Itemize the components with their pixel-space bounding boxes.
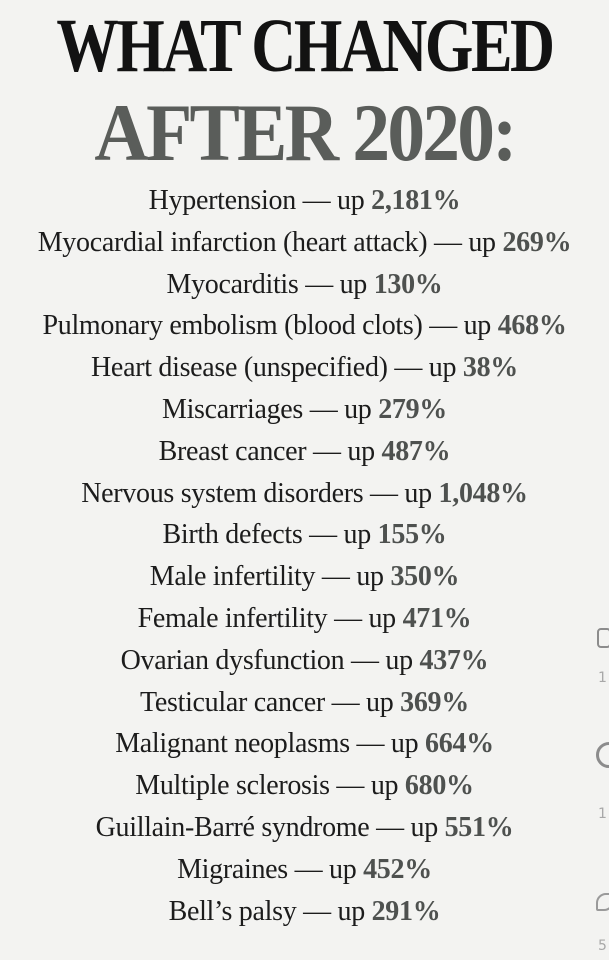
list-item xyxy=(0,556,609,598)
share-icon[interactable] xyxy=(596,893,609,911)
percent-value: 279% xyxy=(378,393,448,425)
headline-line-1: WHAT CHANGED xyxy=(56,4,553,88)
list-item xyxy=(0,514,609,556)
list-item xyxy=(0,222,609,264)
list-item xyxy=(0,389,609,431)
percent-value: 1,048% xyxy=(438,477,528,509)
condition-label: Hypertension — up xyxy=(148,185,372,216)
condition-label: Miscarriages — up xyxy=(161,393,379,425)
condition-label: Bell’s palsy — up xyxy=(168,895,372,927)
edge-count: 1 xyxy=(598,670,607,686)
list-item xyxy=(0,347,609,389)
condition-label: Birth defects — up xyxy=(162,519,378,551)
list-item xyxy=(0,264,609,306)
percent-value: 487% xyxy=(381,435,451,467)
headline-line-2: AFTER 2020: xyxy=(94,87,515,178)
list-item xyxy=(0,723,609,765)
condition-label: Guillain-Barré syndrome — up xyxy=(95,811,445,843)
condition-label: Male infertility — up xyxy=(149,561,391,593)
percent-value: 38% xyxy=(462,352,518,384)
list-item xyxy=(0,431,609,473)
condition-label: Malignant neoplasms — up xyxy=(115,728,425,760)
list-item xyxy=(0,473,609,515)
condition-label: Female infertility — up xyxy=(137,602,403,634)
percent-value: 291% xyxy=(371,895,441,927)
condition-label: Myocardial infarction (heart attack) — up xyxy=(37,226,503,258)
list-item xyxy=(0,807,609,849)
percent-value: 130% xyxy=(373,268,443,300)
percent-value: 551% xyxy=(444,811,514,843)
condition-list xyxy=(0,180,609,932)
percent-value: 369% xyxy=(400,686,469,718)
percent-value: 664% xyxy=(425,728,494,760)
condition-label: Nervous system disorders — up xyxy=(81,477,439,509)
percent-value: 452% xyxy=(363,853,432,885)
list-item xyxy=(0,640,609,682)
condition-label: Breast cancer — up xyxy=(158,435,382,467)
percent-value: 269% xyxy=(502,226,572,258)
condition-label: Myocarditis — up xyxy=(166,268,374,300)
percent-value: 155% xyxy=(377,519,447,551)
list-item xyxy=(0,180,609,222)
list-item xyxy=(0,849,609,891)
list-item xyxy=(0,598,609,640)
condition-label: Testicular cancer — up xyxy=(140,686,401,718)
condition-label: Pulmonary embolism (blood clots) — up xyxy=(42,310,498,342)
list-item xyxy=(0,305,609,347)
condition-label: Multiple sclerosis — up xyxy=(135,770,405,802)
condition-label: Heart disease (unspecified) — up xyxy=(91,352,463,384)
percent-value: 471% xyxy=(402,602,472,634)
percent-value: 2,181% xyxy=(371,185,461,216)
edge-count: 5 xyxy=(598,938,607,954)
percent-value: 437% xyxy=(419,644,489,676)
condition-label: Migraines — up xyxy=(177,853,364,885)
copy-icon[interactable] xyxy=(597,628,609,648)
list-item xyxy=(0,891,609,933)
list-item xyxy=(0,765,609,807)
percent-value: 468% xyxy=(497,310,567,342)
list-item xyxy=(0,682,609,724)
condition-label: Ovarian dysfunction — up xyxy=(120,644,420,676)
percent-value: 350% xyxy=(390,561,460,593)
percent-value: 680% xyxy=(404,770,474,802)
edge-count: 1 xyxy=(598,806,607,822)
